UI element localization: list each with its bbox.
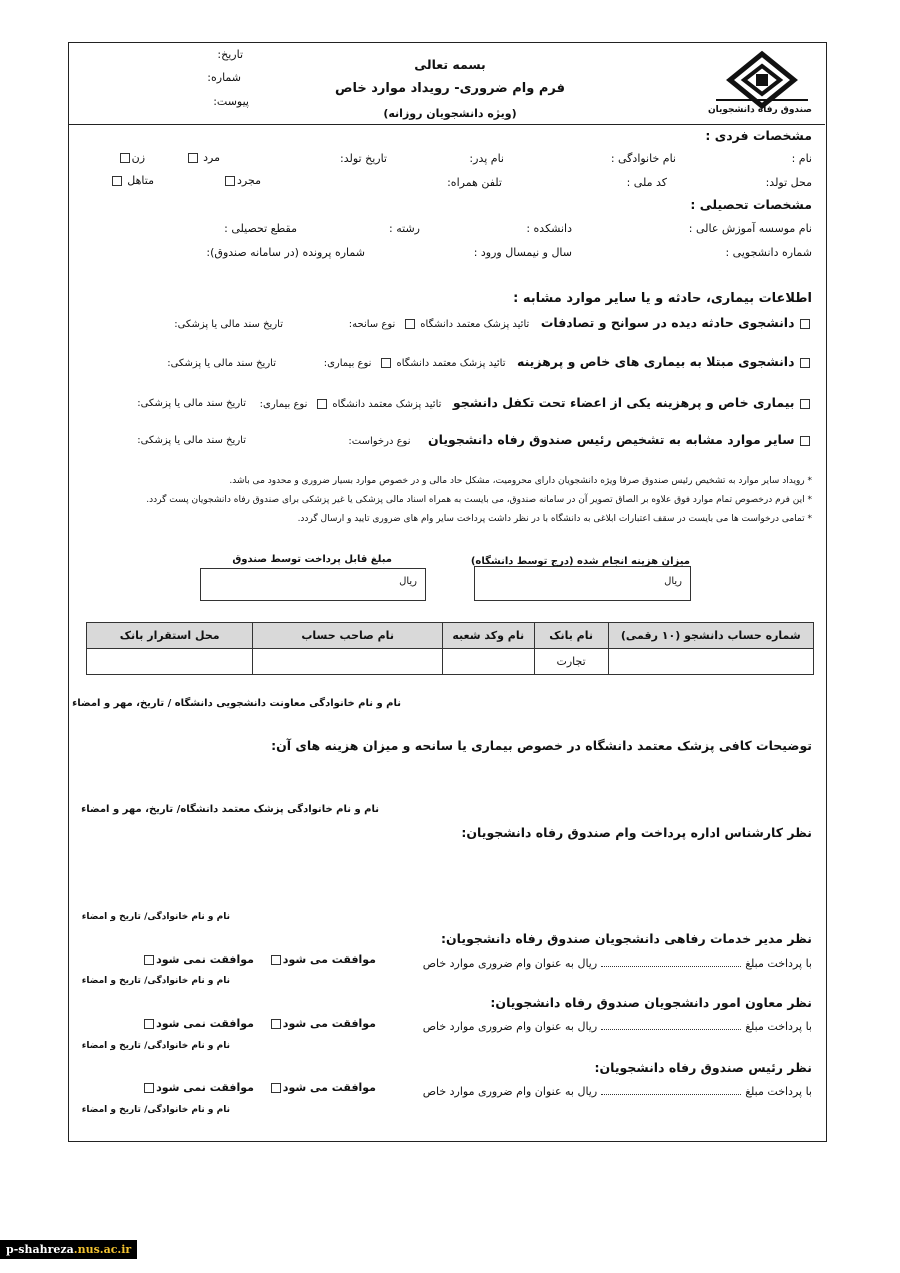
married-checkbox[interactable] bbox=[112, 176, 122, 186]
bank-table bbox=[86, 622, 814, 675]
incident-2-date: تاریخ سند مالی یا پزشکی: bbox=[167, 358, 276, 369]
incident-1-title: دانشجوی حادثه دیده در سوانح و تصادفات bbox=[540, 315, 795, 330]
approval-2-reject-label: موافقت نمی شود bbox=[156, 1017, 254, 1030]
approval-1-reject-checkbox[interactable] bbox=[144, 955, 154, 965]
status-married[interactable] bbox=[110, 174, 154, 188]
incident-4-checkbox[interactable] bbox=[800, 436, 810, 446]
birth-date-field[interactable]: تاریخ تولد: bbox=[340, 152, 387, 165]
incident-3-title: بیماری خاص و پرهزینه یکی از اعضاء تحت تکفل دانشجو bbox=[452, 395, 795, 410]
approval-1-approve-label: موافقت می شود bbox=[282, 953, 376, 966]
note-3: * تمامی درخواست ها می بایست در سقف اعتبارات ابلاغی به دانشگاه با در نظر داشت پرداخت سایر وام های ضروری تایید و ارسال گردد. bbox=[297, 514, 812, 524]
table-row bbox=[87, 649, 814, 675]
incident-1-date: تاریخ سند مالی یا پزشکی: bbox=[174, 319, 283, 330]
doctor-signature: نام و نام خانوادگی پزشک معتمد دانشگاه/ تاریخ، مهر و امضاء bbox=[81, 804, 379, 815]
gender-male[interactable] bbox=[186, 151, 220, 165]
approval-1-signature: نام و نام خانوادگی/ تاریخ و امضاء bbox=[81, 976, 230, 986]
approval-3-pay bbox=[423, 1085, 812, 1099]
male-label: مرد bbox=[203, 151, 220, 164]
owner-cell[interactable] bbox=[253, 649, 443, 675]
single-checkbox[interactable] bbox=[225, 176, 235, 186]
branch-cell[interactable] bbox=[442, 649, 534, 675]
watermark-suffix: .nus.ac.ir bbox=[73, 1243, 132, 1256]
expert-view: نظر کارشناس اداره پرداخت وام صندوق رفاه دانشجویان: bbox=[461, 825, 812, 840]
institute-field[interactable]: نام موسسه آموزش عالی : bbox=[688, 222, 812, 235]
female-label: زن bbox=[131, 151, 145, 164]
incident-4-date: تاریخ سند مالی یا پزشکی: bbox=[137, 435, 246, 446]
incident-4-title: سایر موارد مشابه به تشخیص رئیس صندوق رفاه دانشجویان bbox=[428, 432, 795, 447]
approval-1-reject[interactable] bbox=[142, 953, 254, 967]
gender-female[interactable] bbox=[118, 151, 145, 165]
form-subtitle: (ویژه دانشجویان روزانه) bbox=[383, 107, 517, 120]
education-heading: مشخصات تحصیلی : bbox=[690, 197, 812, 212]
incident-row-2[interactable] bbox=[324, 355, 812, 371]
student-no-field[interactable]: شماره دانشجویی : bbox=[725, 246, 812, 259]
approval-1-approve[interactable] bbox=[269, 953, 376, 967]
incident-1-type: نوع سانحه: bbox=[348, 319, 396, 330]
approval-1-approve-checkbox[interactable] bbox=[271, 955, 281, 965]
site-watermark bbox=[0, 1240, 137, 1259]
approval-1-heading: نظر مدیر خدمات رفاهی دانشجویان صندوق رفاه دانشجویان: bbox=[441, 931, 812, 946]
expert-signature: نام و نام خانوادگی/ تاریخ و امضاء bbox=[81, 912, 230, 922]
doctor-description: توضیحات کافی پزشک معتمد دانشگاه در خصوص بیماری یا سانحه و میزان هزینه های آن: bbox=[271, 738, 812, 753]
approval-2-reject-checkbox[interactable] bbox=[144, 1019, 154, 1029]
incident-2-type: نوع بیماری: bbox=[323, 358, 372, 369]
cost-input[interactable] bbox=[474, 566, 691, 601]
bank-header-account: شماره حساب دانشجو (۱۰ رقمی) bbox=[608, 623, 813, 649]
header-divider bbox=[68, 124, 825, 125]
family-field[interactable]: نام خانوادگی : bbox=[610, 152, 676, 165]
approval-2-approve[interactable] bbox=[269, 1017, 376, 1031]
incident-row-3[interactable] bbox=[260, 396, 812, 412]
payable-label: مبلغ قابل پرداخت توسط صندوق bbox=[232, 554, 392, 565]
approval-1-reject-label: موافقت نمی شود bbox=[156, 953, 254, 966]
incident-1-checkbox[interactable] bbox=[800, 319, 810, 329]
approval-2-amount-input[interactable] bbox=[601, 1029, 741, 1030]
approval-1-pay-suffix: ریال به عنوان وام ضروری موارد خاص bbox=[422, 957, 598, 970]
form-title: فرم وام ضروری- رویداد موارد خاص bbox=[335, 81, 565, 96]
file-no-field[interactable]: شماره پرونده (در سامانه صندوق): bbox=[206, 246, 365, 259]
incident-row-4[interactable] bbox=[348, 433, 812, 449]
approval-2-approve-label: موافقت می شود bbox=[282, 1017, 376, 1030]
bismillah: بسمه تعالی bbox=[414, 57, 486, 72]
faculty-field[interactable]: دانشکده : bbox=[526, 222, 572, 235]
name-field[interactable]: نام : bbox=[791, 152, 812, 165]
bank-cell[interactable]: تجارت bbox=[534, 649, 608, 675]
date-label: تاریخ: bbox=[217, 48, 243, 61]
level-field[interactable]: مقطع تحصیلی : bbox=[224, 222, 297, 235]
approval-3-pay-prefix: با پرداخت مبلغ bbox=[745, 1085, 812, 1098]
personal-heading: مشخصات فردی : bbox=[705, 128, 812, 143]
incident-3-date: تاریخ سند مالی یا پزشکی: bbox=[137, 398, 246, 409]
incident-4-type: نوع درخواست: bbox=[348, 436, 411, 447]
approval-3-approve-label: موافقت می شود bbox=[282, 1081, 376, 1094]
male-checkbox[interactable] bbox=[188, 153, 198, 163]
incident-3-confirm: تائید پزشک معتمد دانشگاه bbox=[332, 399, 442, 410]
incident-3-type: نوع بیماری: bbox=[259, 399, 308, 410]
bank-header-location: محل استقرار بانک bbox=[87, 623, 253, 649]
cost-label: میزان هزینه انجام شده (درج توسط دانشگاه) bbox=[470, 556, 690, 567]
approval-3-pay-suffix: ریال به عنوان وام ضروری موارد خاص bbox=[422, 1085, 598, 1098]
incident-2-confirm-checkbox[interactable] bbox=[381, 358, 391, 368]
approval-2-pay bbox=[423, 1020, 812, 1034]
location-cell[interactable] bbox=[87, 649, 253, 675]
watermark-prefix: p-shahreza bbox=[6, 1243, 74, 1256]
approval-1-pay-prefix: با پرداخت مبلغ bbox=[745, 957, 812, 970]
female-checkbox[interactable] bbox=[120, 153, 130, 163]
approval-3-signature: نام و نام خانوادگی/ تاریخ و امضاء bbox=[81, 1105, 230, 1115]
status-single[interactable] bbox=[223, 174, 261, 188]
note-1: * رویداد سایر موارد به تشخیص رئیس صندوق صرفا ویژه دانشجویان دارای محرومیت، مشکل حاد مالی و در خصوص موارد بسیار ضروری و محدود می باشد. bbox=[229, 476, 812, 486]
approval-3-approve[interactable] bbox=[269, 1081, 376, 1095]
bank-header-branch: نام وکد شعبه bbox=[442, 623, 534, 649]
national-code-field[interactable]: کد ملی : bbox=[626, 176, 667, 189]
incidents-heading: اطلاعات بیماری، حادثه و یا سایر موارد مشابه : bbox=[513, 291, 812, 306]
approval-2-signature: نام و نام خانوادگی/ تاریخ و امضاء bbox=[81, 1041, 230, 1051]
approval-1-pay bbox=[423, 957, 812, 971]
father-field[interactable]: نام پدر: bbox=[469, 152, 504, 165]
incident-3-confirm-checkbox[interactable] bbox=[317, 399, 327, 409]
approval-1-amount-input[interactable] bbox=[601, 966, 741, 967]
approval-2-heading: نظر معاون امور دانشجویان صندوق رفاه دانشجویان: bbox=[490, 995, 812, 1010]
approval-2-pay-suffix: ریال به عنوان وام ضروری موارد خاص bbox=[422, 1020, 598, 1033]
payable-input[interactable] bbox=[200, 568, 426, 601]
major-field[interactable]: رشته : bbox=[389, 222, 420, 235]
single-label: مجرد bbox=[237, 174, 261, 187]
incident-1-confirm: تائید پزشک معتمد دانشگاه bbox=[420, 319, 530, 330]
incident-2-checkbox[interactable] bbox=[800, 358, 810, 368]
approval-2-approve-checkbox[interactable] bbox=[271, 1019, 281, 1029]
approval-3-approve-checkbox[interactable] bbox=[271, 1083, 281, 1093]
approval-3-reject-checkbox[interactable] bbox=[144, 1083, 154, 1093]
bank-header-bank: نام بانک bbox=[534, 623, 608, 649]
attachment-label: پیوست: bbox=[213, 95, 249, 108]
entry-field[interactable]: سال و نیمسال ورود : bbox=[473, 246, 572, 259]
bank-header-owner: نام صاحب حساب bbox=[253, 623, 443, 649]
approval-3-reject-label: موافقت نمی شود bbox=[156, 1081, 254, 1094]
mobile-field[interactable]: تلفن همراه: bbox=[447, 176, 502, 189]
number-label: شماره: bbox=[207, 71, 241, 84]
bank-table-header bbox=[87, 623, 814, 649]
incident-1-confirm-checkbox[interactable] bbox=[405, 319, 415, 329]
approval-3-heading: نظر رئیس صندوق رفاه دانشجویان: bbox=[594, 1060, 812, 1075]
incident-3-checkbox[interactable] bbox=[800, 399, 810, 409]
approval-3-amount-input[interactable] bbox=[601, 1094, 741, 1095]
approval-2-reject[interactable] bbox=[142, 1017, 254, 1031]
account-cell[interactable] bbox=[608, 649, 813, 675]
incident-2-confirm: تائید پزشک معتمد دانشگاه bbox=[396, 358, 506, 369]
cost-rial: ریال bbox=[664, 576, 682, 587]
note-2: * این فرم درخصوص تمام موارد فوق علاوه بر الصاق تصویر آن در سامانه صندوق، می بایست به همراه اسناد مالی پزشکی یا غیر پزشکی برای صندوق رفاه دانشجویان پست گردد. bbox=[146, 495, 812, 505]
logo-text: صندوق رفاه دانشجویان bbox=[707, 105, 812, 115]
approval-2-pay-prefix: با پرداخت مبلغ bbox=[745, 1020, 812, 1033]
birth-place-field[interactable]: محل تولد: bbox=[765, 176, 812, 189]
deputy-signature: نام و نام خانوادگی معاونت دانشجویی دانشگاه / تاریخ، مهر و امضاء bbox=[72, 698, 401, 709]
approval-3-reject[interactable] bbox=[142, 1081, 254, 1095]
payable-rial: ریال bbox=[399, 576, 417, 587]
incident-row-1[interactable] bbox=[349, 316, 812, 332]
incident-2-title: دانشجوی مبتلا به بیماری های خاص و پرهزینه bbox=[516, 354, 795, 369]
married-label: متاهل bbox=[127, 174, 154, 187]
